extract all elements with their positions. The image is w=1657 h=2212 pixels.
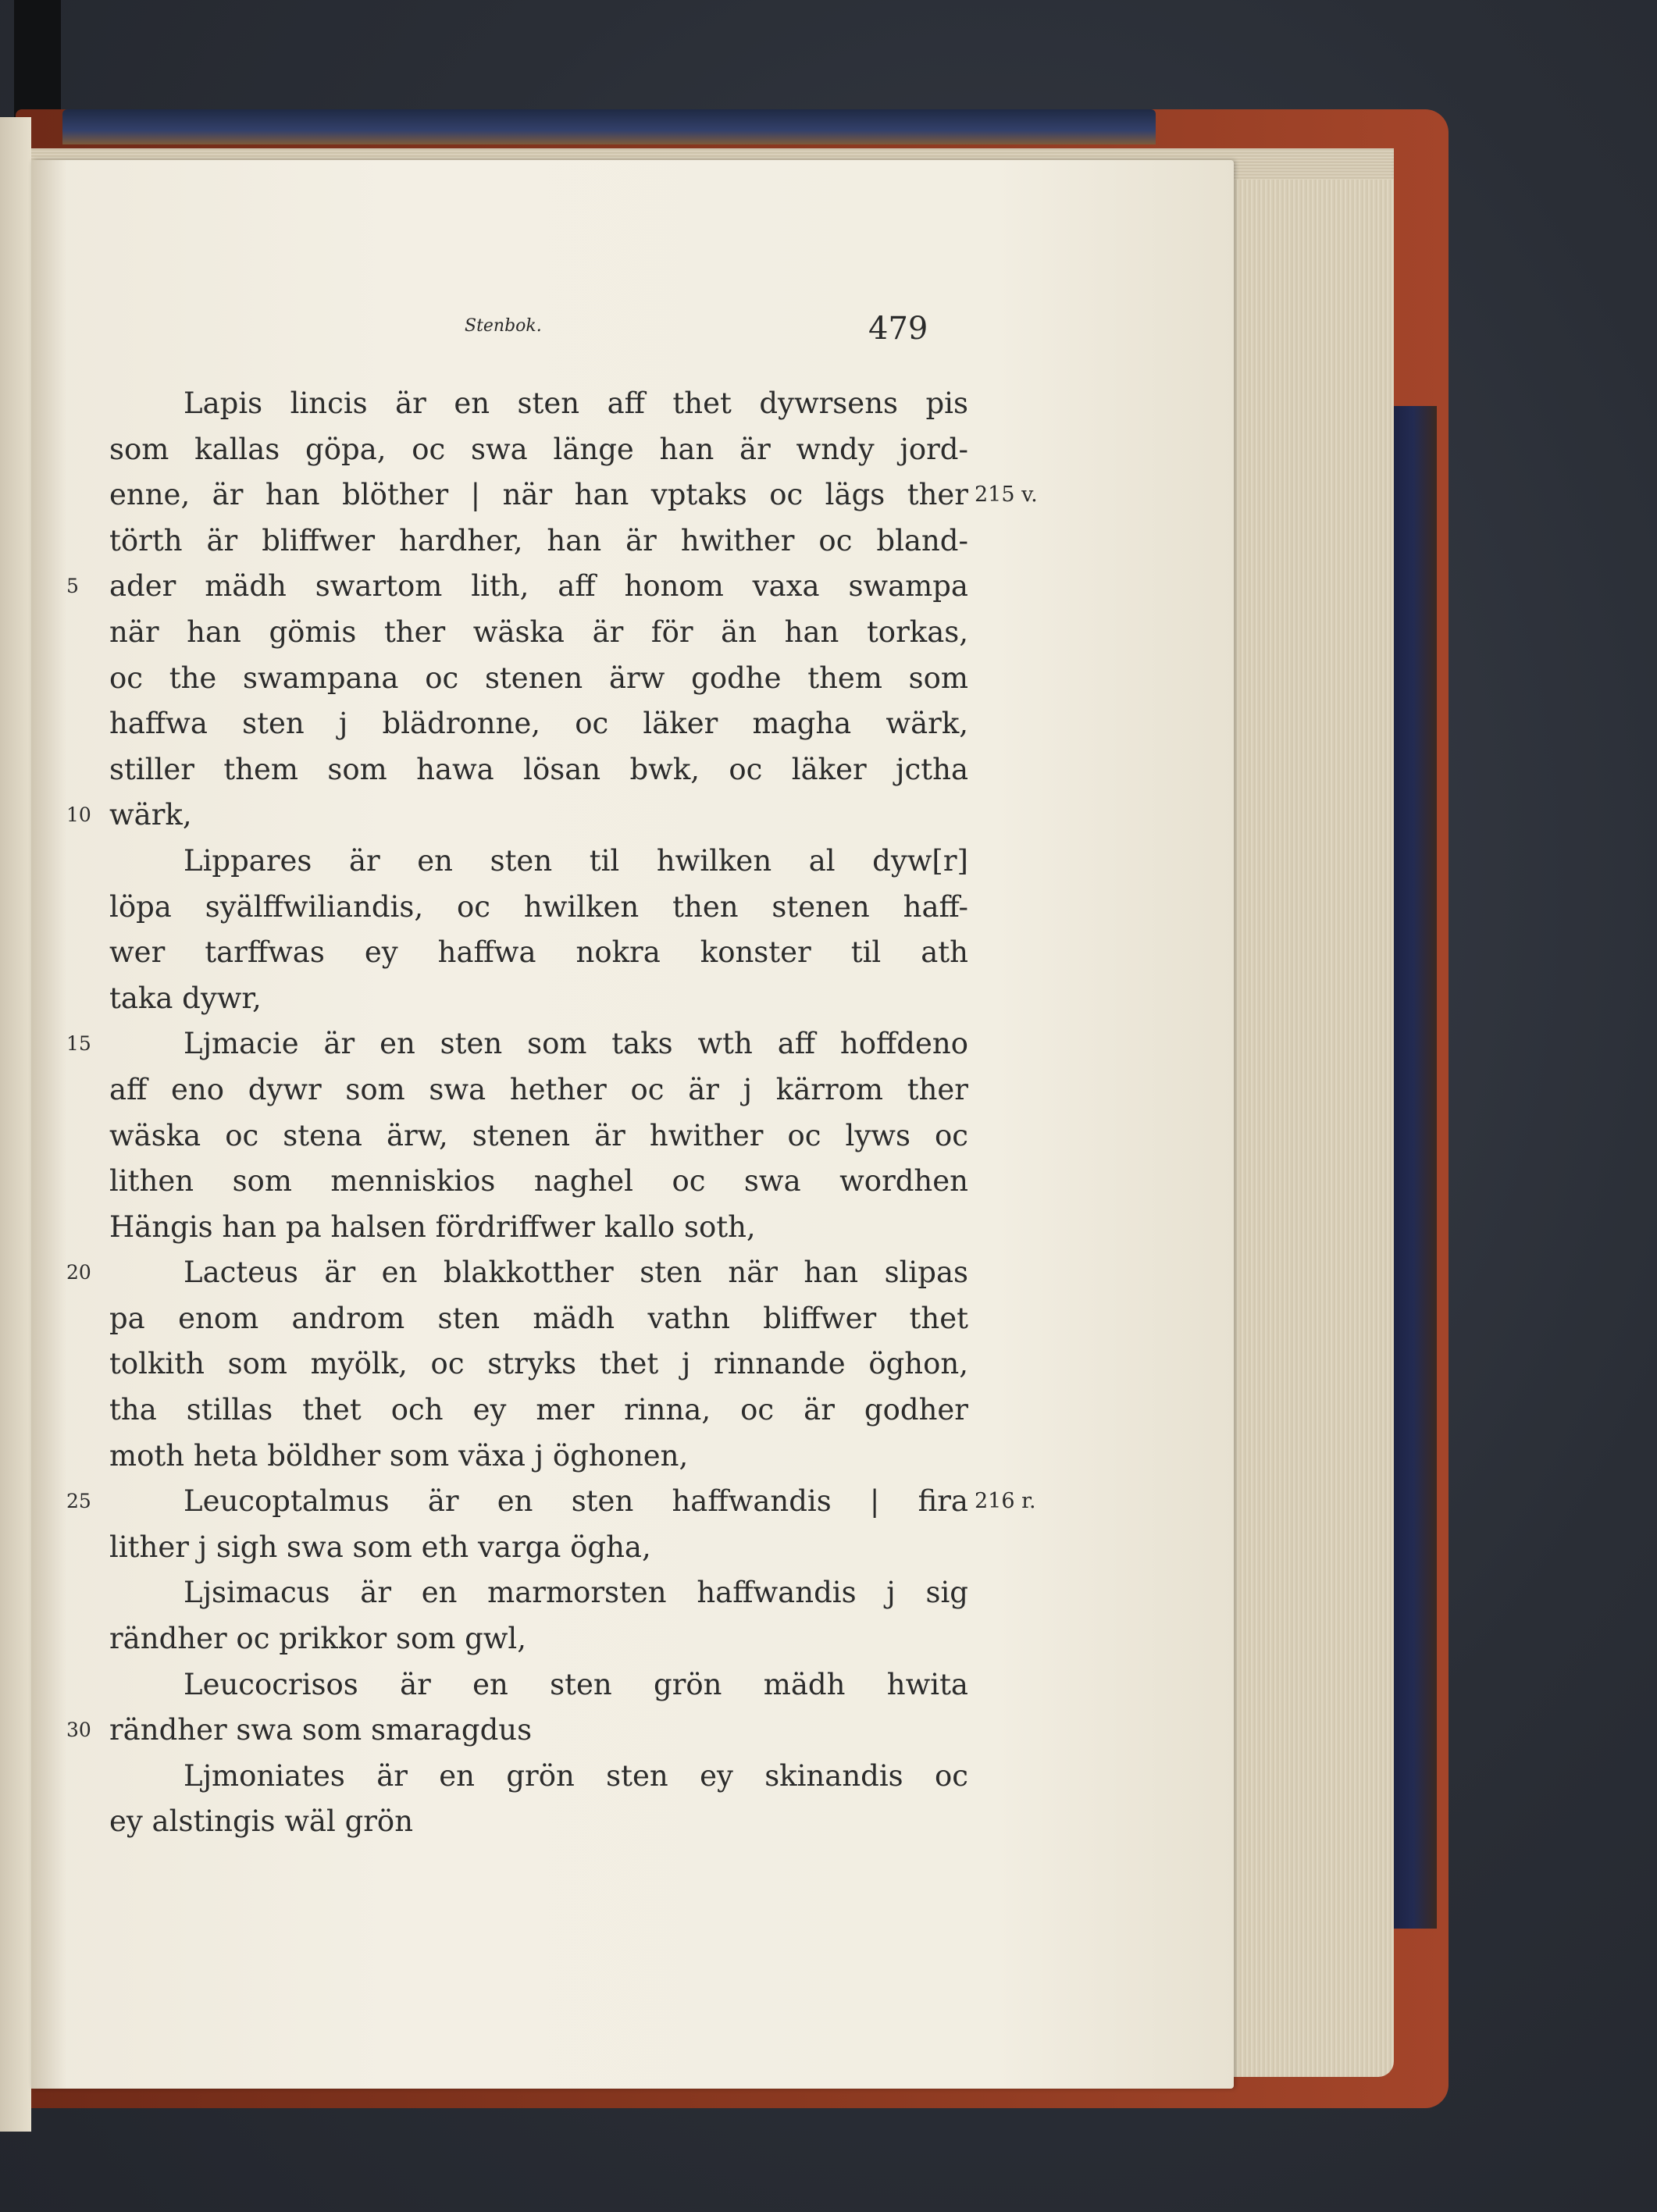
text-line-content: tolkith som myölk, oc stryks thet j rinnande öghon, bbox=[109, 1347, 968, 1381]
text-line-content: haffwa sten j blädronne, oc läker magha wärk, bbox=[109, 707, 968, 741]
text-line-content: Lippares är en sten til hwilken al dyw[r] bbox=[184, 843, 968, 878]
text-line bbox=[66, 564, 968, 610]
text-line-content: oc the swampana oc stenen ärw godhe them som bbox=[109, 661, 968, 695]
line-number: 10 bbox=[66, 803, 91, 827]
line-number: 30 bbox=[66, 1719, 91, 1742]
text-line-content: tha stillas thet och ey mer rinna, oc är godher bbox=[109, 1393, 968, 1427]
text-line bbox=[109, 747, 968, 793]
text-line-content: wäska oc stena ärw, stenen är hwither oc lyws oc bbox=[109, 1118, 968, 1152]
text-line-content: pa enom androm sten mädh vathn bliffwer thet bbox=[109, 1301, 968, 1335]
text-line-content: aff eno dywr som swa hether oc är j kärrom ther bbox=[109, 1072, 968, 1106]
text-line-content: som kallas göpa, oc swa länge han är wndy jord- bbox=[109, 432, 968, 466]
text-line bbox=[66, 793, 968, 839]
page-fore-edge bbox=[1230, 164, 1394, 2077]
text-line bbox=[66, 1250, 968, 1296]
text-line bbox=[109, 610, 968, 656]
text-line bbox=[109, 930, 968, 976]
text-line bbox=[109, 656, 968, 702]
text-line-content: rändher oc prikkor som gwl, bbox=[109, 1622, 527, 1656]
text-line bbox=[109, 472, 1038, 518]
text-line-content: Ljsimacus är en marmorsten haffwandis j sig bbox=[184, 1576, 968, 1610]
text-line bbox=[66, 1021, 968, 1067]
text-line bbox=[109, 701, 968, 747]
text-line-content: Ljmoniates är en grön sten ey skinandis oc bbox=[184, 1758, 968, 1793]
text-line bbox=[109, 381, 968, 427]
text-line-content: lithen som menniskios naghel oc swa wordhen bbox=[109, 1164, 968, 1199]
page-number: 479 bbox=[868, 311, 928, 347]
text-line bbox=[109, 1113, 968, 1159]
text-line bbox=[109, 1525, 968, 1571]
text-line-content: när han gömis ther wäska är för än han torkas, bbox=[109, 614, 968, 649]
text-line bbox=[109, 1434, 968, 1480]
text-line-content: moth heta böldher som växa j öghonen, bbox=[109, 1438, 689, 1473]
text-line bbox=[109, 1159, 968, 1205]
text-line bbox=[66, 1479, 1036, 1525]
text-line-content: ey alstingis wäl grön bbox=[109, 1804, 414, 1839]
text-line-content: Hängis han pa halsen fördriffwer kallo soth, bbox=[109, 1209, 756, 1244]
text-line bbox=[109, 839, 968, 885]
line-number: 15 bbox=[66, 1032, 91, 1056]
folio-margin-note: 216 r. bbox=[975, 1489, 1036, 1514]
text-line-content: törth är bliffwer hardher, han är hwither oc bland- bbox=[109, 523, 968, 557]
text-line bbox=[109, 1341, 968, 1387]
text-line-content: Leucoptalmus är en sten haffwandis | fira bbox=[184, 1484, 968, 1519]
text-line bbox=[109, 1387, 968, 1434]
text-line bbox=[109, 1799, 968, 1845]
running-head: Stenbok. bbox=[465, 316, 542, 336]
text-line bbox=[109, 1296, 968, 1342]
text-line-content: wer tarffwas ey haffwa nokra konster til ath bbox=[109, 935, 968, 970]
text-line-content: Lapis lincis är en sten aff thet dywrsens pis bbox=[184, 386, 968, 420]
text-line-content: rändher swa som smaragdus bbox=[109, 1713, 533, 1747]
text-line bbox=[109, 1067, 968, 1113]
text-line-content: ader mädh swartom lith, aff honom vaxa swampa bbox=[109, 569, 968, 604]
left-page-edge bbox=[0, 117, 31, 2132]
text-line bbox=[109, 1754, 968, 1800]
text-line-content: Lacteus är en blakkotther sten när han slipas bbox=[184, 1256, 968, 1290]
text-line bbox=[109, 1570, 968, 1616]
text-line bbox=[109, 1616, 968, 1662]
text-line-content: stiller them som hawa lösan bwk, oc läker jctha bbox=[109, 752, 968, 786]
page-gutter bbox=[31, 160, 66, 2089]
folio-margin-note: 215 v. bbox=[975, 483, 1038, 508]
text-line bbox=[109, 518, 968, 565]
text-line-content: Ljmacie är en sten som taks wth aff hoffdeno bbox=[184, 1027, 968, 1061]
book-cover-edge bbox=[1390, 406, 1437, 1929]
line-number: 25 bbox=[66, 1490, 91, 1513]
text-line-content: taka dywr, bbox=[109, 981, 262, 1015]
text-line-content: enne, är han blöther | när han vptaks oc lägs ther bbox=[109, 478, 968, 512]
text-line bbox=[109, 427, 968, 473]
text-line-content: Leucocrisos är en sten grön mädh hwita bbox=[184, 1667, 968, 1701]
text-line bbox=[109, 976, 968, 1022]
line-number: 20 bbox=[66, 1261, 91, 1284]
book-cover-top-edge bbox=[62, 109, 1156, 144]
line-number: 5 bbox=[66, 575, 79, 598]
text-line bbox=[109, 1205, 968, 1251]
text-line-content: wärk, bbox=[109, 798, 192, 832]
text-line bbox=[109, 1662, 968, 1708]
text-line bbox=[109, 885, 968, 931]
text-line-content: löpa syälffwiliandis, oc hwilken then stenen haff- bbox=[109, 889, 968, 924]
text-line-content: lither j sigh swa som eth varga ögha, bbox=[109, 1530, 651, 1564]
text-line bbox=[66, 1708, 968, 1754]
text-block bbox=[66, 381, 1038, 1845]
